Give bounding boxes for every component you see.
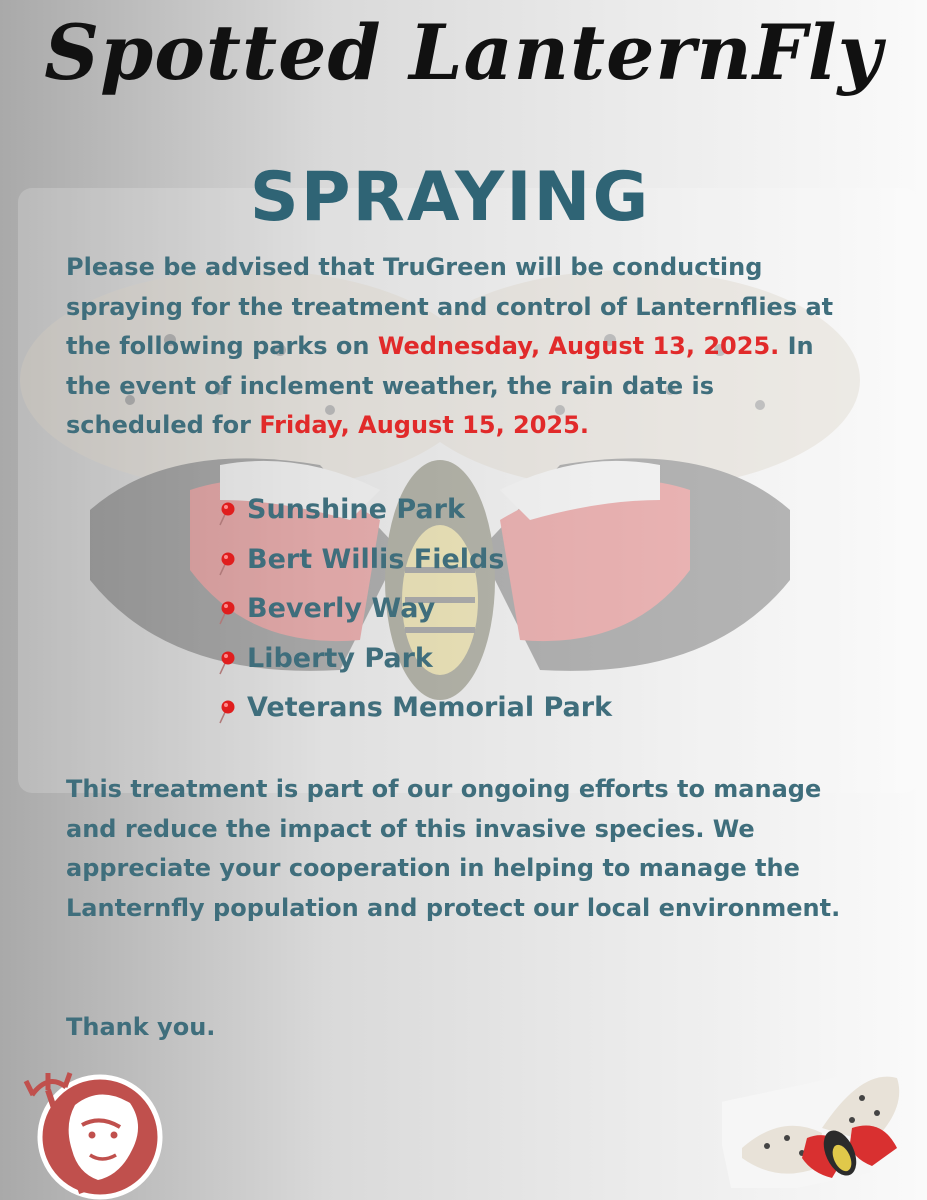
lanternfly-illustration [722, 1058, 912, 1188]
page-subtitle: SPRAYING [249, 158, 651, 237]
closing-paragraph: This treatment is part of our ongoing efforts to manage and reduce the impact of this invasive species. We appreciate your cooperation in helping to manage the Lanternfly population and protect our local environment. [66, 775, 841, 922]
intro-text-part2: In the event of inclement weather, the rain date is scheduled for [66, 332, 814, 439]
red-pushpin-icon [218, 698, 240, 724]
red-pushpin-icon [218, 649, 240, 675]
intro-text-part1: Please be advised that TruGreen will be conducting spraying for the treatment and control of Lanternflies at the following parks on [66, 253, 834, 360]
list-item [222, 538, 612, 588]
park-name: Veterans Memorial Park [247, 692, 613, 723]
park-list [222, 488, 612, 736]
park-name: Liberty Park [247, 642, 433, 674]
park-name: Beverly Way [247, 593, 436, 624]
red-pushpin-icon [218, 599, 240, 625]
primary-date: Wednesday, August 13, 2025. [377, 332, 780, 360]
park-name: Bert Willis Fields [247, 543, 505, 575]
list-item [222, 686, 612, 736]
list-item [222, 587, 612, 637]
park-name: Sunshine Park [247, 494, 465, 525]
intro-paragraph [66, 248, 856, 446]
list-item [222, 637, 612, 687]
rain-date: Friday, August 15, 2025. [259, 411, 589, 439]
red-pushpin-icon [218, 550, 240, 576]
devil-mascot-logo [20, 1065, 165, 1200]
page-title: Spotted LanternFly [44, 8, 883, 97]
thank-you-text: Thank you. [66, 1013, 216, 1041]
red-pushpin-icon [218, 500, 240, 526]
list-item [222, 488, 612, 538]
